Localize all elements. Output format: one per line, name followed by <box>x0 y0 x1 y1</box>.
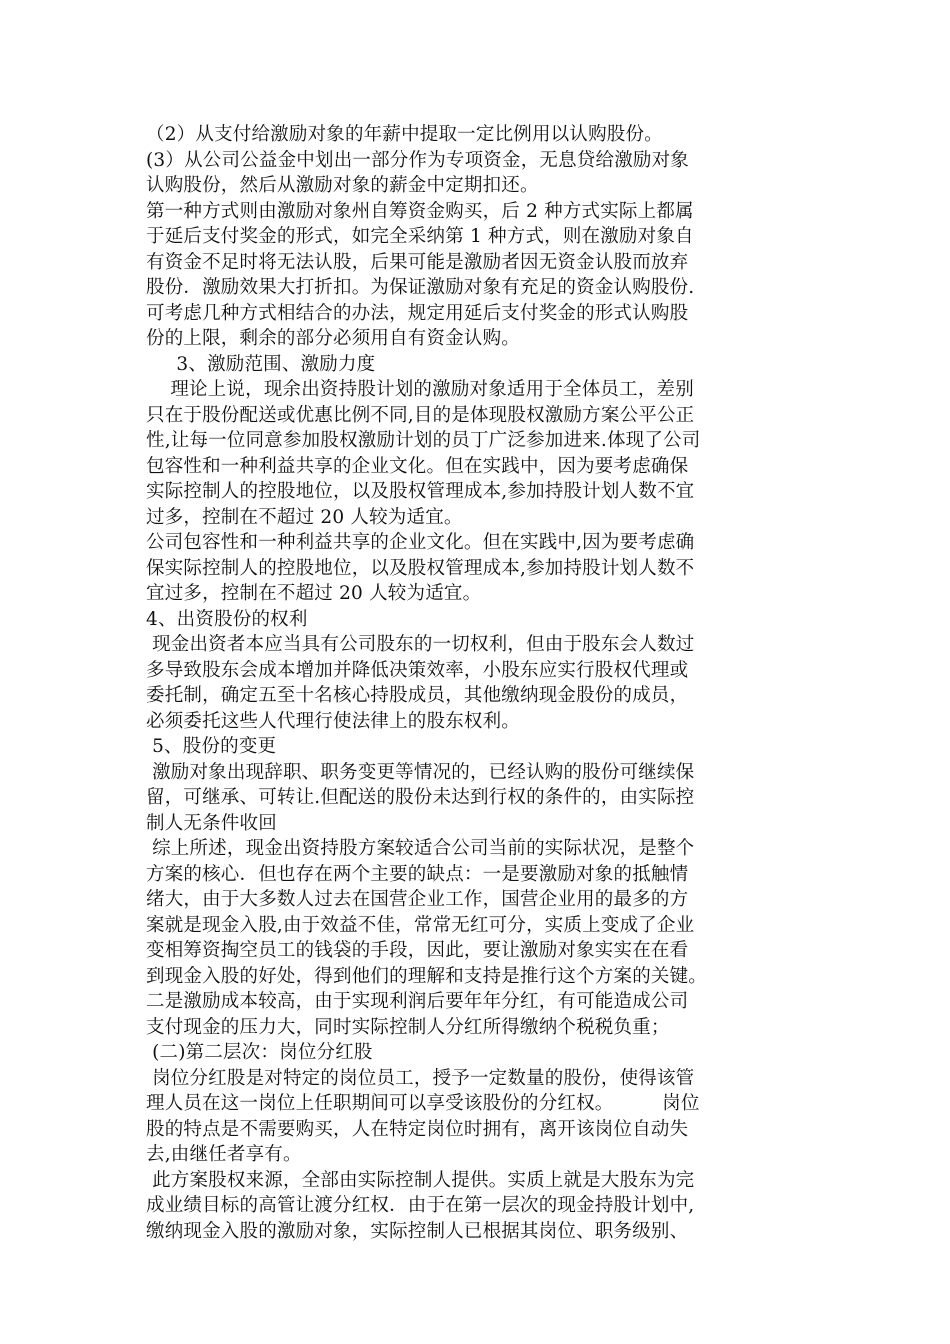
text-line: 于延后支付奖金的形式，如完全采纳第 1 种方式，则在激励对象自 <box>146 226 694 247</box>
text-line: 支付现金的压力大，同时实际控制人分红所得缴纳个税税负重； <box>146 1016 670 1038</box>
text-line: 制人无条件收回 <box>146 812 277 834</box>
text-line: 留，可继承、可转让.但配送的股份未达到行权的条件的，由实际控 <box>146 787 695 808</box>
text-line: 到现金入股的好处，得到他们的理解和支持是推行这个方案的关键。 <box>146 965 708 987</box>
text-line: 成业绩目标的高管让渡分红权．由于在第一层次的现金持股计划中, <box>146 1195 695 1216</box>
text-line: 公司包容性和一种利益共享的企业文化。但在实践中,因为要考虑确 <box>146 532 695 553</box>
text-line: 必须委托这些人代理行使法律上的股东权利。 <box>146 710 521 732</box>
text-line: 综上所述，现金出资持股方案较适合公司当前的实际状况，是整个 <box>146 838 695 859</box>
text-line: 有资金不足时将无法认股，后果可能是激励者因无资金认股而放弃 <box>146 251 689 273</box>
text-line: 激励对象出现辞职、职务变更等情况的，已经认购的股份可继续保 <box>146 761 695 783</box>
text-line: 4、出资股份的权利 <box>146 608 308 630</box>
text-line: 绪大，由于大多数人过去在国营企业工作，国营企业用的最多的方 <box>146 889 689 910</box>
text-line: （2）从支付给激励对象的年薪中提取一定比例用以认购股份。 <box>146 124 663 145</box>
text-line: 包容性和一种利益共享的企业文化。但在实践中，因为要考虑确保 <box>146 455 689 477</box>
text-line: 3、激励范围、激励力度 <box>146 353 376 375</box>
text-line: 多导致股东会成本增加并降低决策效率，小股东应实行股权代理或 <box>146 659 689 681</box>
text-line: 现金出资者本应当具有公司股东的一切权利，但由于股东会人数过 <box>146 634 695 655</box>
text-line: 性,让每一位同意参加股权激励计划的员丁广泛参加进来.体现了公司 <box>146 430 701 451</box>
text-line: 方案的核心．但也存在两个主要的缺点：一是要激励对象的抵触情 <box>146 863 689 885</box>
text-line: 可考虑几种方式相结合的办法，规定用延后支付奖金的形式认购股 <box>146 302 689 324</box>
text-line: 股的特点是不需要购买，人在特定岗位时拥有，离开该岗位自动失 <box>146 1118 689 1140</box>
text-line: (二)第二层次：岗位分红股 <box>146 1042 373 1063</box>
text-line: 二是激励成本较高，由于实现利润后要年年分红，有可能造成公司 <box>146 991 689 1012</box>
text-line: 理人员在这一岗位上任职期间可以享受该股份的分红权。 岗位 <box>146 1093 700 1114</box>
text-line: 股份．激励效果大打折扣。为保证激励对象有充足的资金认购股份. <box>146 277 695 298</box>
text-line: 实际控制人的控股地位，以及股权管理成本,参加持股计划人数不宜 <box>146 481 695 502</box>
document-body <box>146 122 816 1244</box>
text-line: (3）从公司公益金中划出一部分作为专项资金，无息贷给激励对象 <box>146 149 689 171</box>
text-line: 保实际控制人的控股地位，以及股权管理成本,参加持股计划人数不 <box>146 557 695 579</box>
text-line: 认购股份，然后从激励对象的薪金中定期扣还。 <box>146 175 539 196</box>
text-line: 此方案股权来源，全部由实际控制人提供。实质上就是大股东为完 <box>146 1169 695 1191</box>
text-line: 岗位分红股是对特定的岗位员工，授予一定数量的股份，使得该管 <box>146 1067 695 1089</box>
text-line: 5、股份的变更 <box>146 736 277 757</box>
text-line: 理论上说，现余出资持股计划的激励对象适用于全体员工，差别 <box>146 379 694 400</box>
text-line: 缴纳现金入股的激励对象，实际控制人已根据其岗位、职务级别、 <box>146 1220 689 1242</box>
text-line: 只在于股份配送或优惠比例不同,目的是体现股权激励方案公平公正 <box>146 404 695 426</box>
text-line: 过多，控制在不超过 20 人较为适宜。 <box>146 506 463 528</box>
text-line: 去,由继任者享有。 <box>146 1144 302 1165</box>
text-line: 委托制，确定五至十名核心持股成员，其他缴纳现金股份的成员， <box>146 685 689 706</box>
text-line: 宜过多，控制在不超过 20 人较为适宜。 <box>146 583 482 604</box>
text-line: 第一种方式则由激励对象州自筹资金购买，后 2 种方式实际上都属 <box>146 200 694 222</box>
text-line: 变相筹资掏空员工的钱袋的手段，因此，要让激励对象实实在在看 <box>146 940 689 961</box>
text-line: 份的上限，剩余的部分必须用自有资金认购。 <box>146 328 521 349</box>
text-line: 案就是现金入股,由于效益不佳，常常无红可分，实质上变成了企业 <box>146 914 695 936</box>
